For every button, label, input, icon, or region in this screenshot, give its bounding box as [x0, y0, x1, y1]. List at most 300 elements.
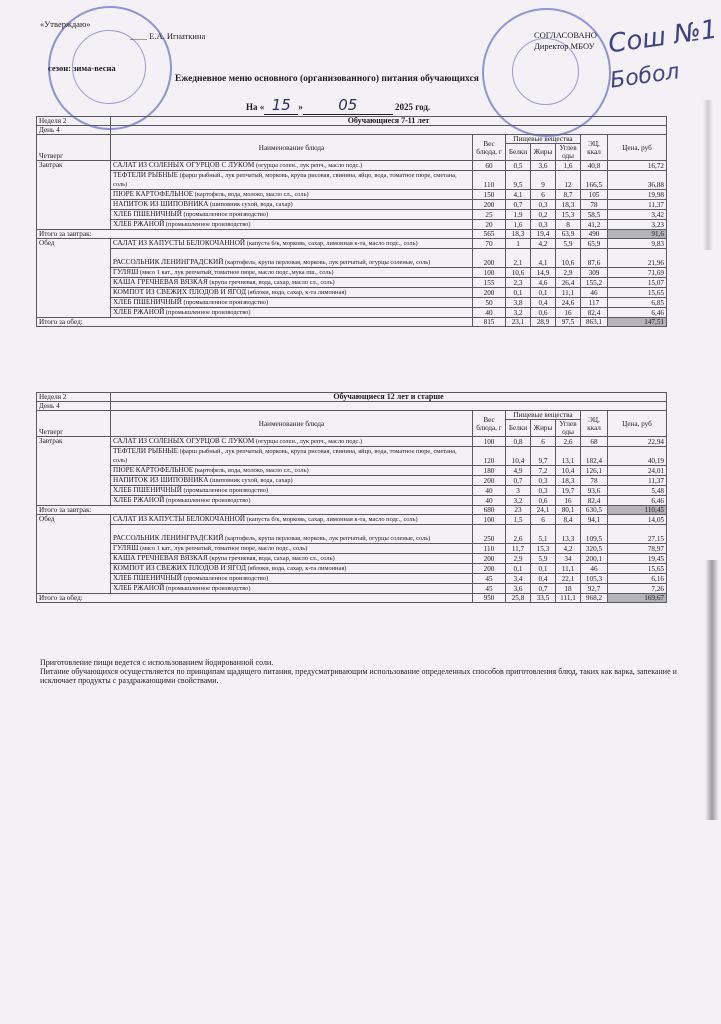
dish-ingredients: (промышленное производство) — [164, 309, 251, 316]
proteins-value: 2,6 — [506, 525, 531, 544]
dish-ingredients: (картофель, вода, молоко, масло сл., соль) — [193, 191, 309, 198]
group-title: Обучающиеся 7-11 лет — [111, 117, 667, 126]
table-row — [37, 249, 667, 268]
energy-value: 93,6 — [581, 486, 608, 496]
agreement-block — [534, 30, 597, 52]
price-value: 9,83 — [608, 239, 667, 249]
energy-value: 320,5 — [581, 544, 608, 554]
dish-ingredients: (шиповник сухой, вода, сахар) — [208, 201, 293, 208]
carbs-value: 15,3 — [556, 210, 581, 220]
table-row — [37, 298, 667, 308]
energy-header: ЭЦ, ккал — [581, 135, 608, 161]
price-value: 3,42 — [608, 210, 667, 220]
carbs-value: 8,4 — [556, 515, 581, 525]
proteins-header: Белки — [506, 144, 531, 161]
day-label: День 4 — [37, 402, 111, 411]
fats-value: 0,1 — [531, 288, 556, 298]
total-proteins: 25,8 — [506, 594, 531, 603]
date-month: 05 — [303, 96, 393, 115]
dish-cell — [111, 437, 473, 447]
total-carbs: 111,1 — [556, 594, 581, 603]
week-label: Неделя 2 — [37, 393, 111, 402]
price-value: 15,65 — [608, 288, 667, 298]
dish-cell — [111, 171, 473, 190]
dish-name: ХЛЕБ ПШЕНИЧНЫЙ — [113, 486, 182, 494]
dish-ingredients: (промышленное производство) — [181, 299, 269, 306]
proteins-value: 3,8 — [506, 298, 531, 308]
carbs-value: 26,4 — [556, 278, 581, 288]
table-row — [37, 544, 667, 554]
column-header-row — [37, 135, 667, 144]
total-energy: 490 — [581, 230, 608, 239]
day-spacer — [111, 126, 667, 135]
energy-header: ЭЦ, ккал — [581, 411, 608, 437]
table-row — [37, 200, 667, 210]
total-label: Итого за обед: — [37, 318, 473, 327]
dish-ingredients: (промышленное производство) — [181, 211, 269, 218]
price-value: 15,65 — [608, 564, 667, 574]
total-fats: 33,5 — [531, 594, 556, 603]
proteins-value: 1,9 — [506, 210, 531, 220]
dish-cell — [111, 161, 473, 171]
total-fats: 28,9 — [531, 318, 556, 327]
page-title: Ежедневное меню основного (организованного) питания обучающихся — [175, 74, 479, 84]
dish-cell — [111, 239, 473, 249]
proteins-value: 1,5 — [506, 515, 531, 525]
carbs-value: 1,6 — [556, 161, 581, 171]
energy-value: 182,4 — [581, 447, 608, 466]
dish-ingredients: (фарш рыбный., лук репчатый, морковь, крупа рисовая, свинина, яйцо, вода, томатное пюре, сметана, соль) — [113, 172, 457, 188]
energy-value: 78 — [581, 200, 608, 210]
dish-ingredients: (капуста б/к, морковь, сахар, лимонная к-та, масло подс., соль) — [245, 240, 418, 247]
dish-ingredients: (промышленное производство) — [181, 487, 269, 494]
table-row — [37, 220, 667, 230]
dish-ingredients: (капуста б/к, морковь, сахар, лимонная к-та, масло подс., соль) — [245, 516, 418, 523]
carbs-value: 18,3 — [556, 476, 581, 486]
weight-value: 70 — [473, 239, 506, 249]
fats-value: 4,1 — [531, 249, 556, 268]
dish-ingredients: (крупа гречневая, вода, сахар, масло сл., соль) — [207, 279, 335, 286]
carbs-value: 5,9 — [556, 239, 581, 249]
week-label: Неделя 2 — [37, 117, 111, 126]
dish-name: ХЛЕБ РЖАНОЙ — [113, 308, 165, 316]
dish-ingredients: (яблоки, вода, сахар, к-та лимонная) — [246, 289, 347, 296]
proteins-value: 0,7 — [506, 200, 531, 210]
carbs-value: 4,2 — [556, 544, 581, 554]
energy-value: 309 — [581, 268, 608, 278]
price-value: 15,07 — [608, 278, 667, 288]
price-value: 11,37 — [608, 200, 667, 210]
dish-cell — [111, 476, 473, 486]
energy-value: 68 — [581, 437, 608, 447]
dish-name: ПЮРЕ КАРТОФЕЛЬНОЕ — [113, 466, 194, 474]
carbs-value: 8,7 — [556, 190, 581, 200]
dish-name: РАССОЛЬНИК ЛЕНИНГРАДСКИЙ — [113, 534, 224, 542]
energy-value: 117 — [581, 298, 608, 308]
proteins-value: 0,5 — [506, 161, 531, 171]
carbs-value: 13,3 — [556, 525, 581, 544]
weight-value: 100 — [473, 515, 506, 525]
carbs-value: 18 — [556, 584, 581, 594]
dish-name: НАПИТОК ИЗ ШИПОВНИКА — [113, 476, 209, 484]
weight-value: 155 — [473, 278, 506, 288]
meal-name: Завтрак — [37, 437, 111, 506]
total-price: 91,6 — [608, 230, 667, 239]
carbs-header: Углев оды — [556, 144, 581, 161]
dish-cell — [111, 496, 473, 506]
fats-value: 14,9 — [531, 268, 556, 278]
dish-name: САЛАТ ИЗ СОЛЕНЫХ ОГУРЦОВ С ЛУКОМ — [113, 161, 255, 169]
energy-value: 58,5 — [581, 210, 608, 220]
price-header: Цена, руб — [608, 135, 667, 161]
date-year: 2025 год. — [395, 102, 431, 112]
total-row — [37, 506, 667, 515]
weight-header: Вес блюда, г — [473, 135, 506, 161]
weight-value: 180 — [473, 466, 506, 476]
price-value: 14,05 — [608, 515, 667, 525]
dish-name: ХЛЕБ РЖАНОЙ — [113, 496, 165, 504]
dish-name-header: Наименование блюда — [111, 411, 473, 437]
column-header-row — [37, 411, 667, 420]
dish-ingredients: (промышленное производство) — [164, 585, 251, 592]
dish-ingredients: (огурцы солен., лук репч., масло подс.) — [254, 438, 363, 445]
agreement-line-1: СОГЛАСОВАНО — [534, 30, 597, 40]
proteins-value: 2,9 — [506, 554, 531, 564]
proteins-value: 2,1 — [506, 249, 531, 268]
dish-ingredients: (крупа гречневая, вода, сахар, масло сл., соль) — [207, 555, 335, 562]
carbs-header: Углев оды — [556, 420, 581, 437]
table-row — [37, 210, 667, 220]
fats-value: 0,4 — [531, 298, 556, 308]
director-signature-2: Бобол — [608, 59, 682, 94]
dish-name: ХЛЕБ РЖАНОЙ — [113, 584, 165, 592]
proteins-header: Белки — [506, 420, 531, 437]
dish-name: САЛАТ ИЗ СОЛЕНЫХ ОГУРЦОВ С ЛУКОМ — [113, 437, 255, 445]
table-row — [37, 574, 667, 584]
fats-value: 0,2 — [531, 210, 556, 220]
total-proteins: 23,1 — [506, 318, 531, 327]
dish-name: КАША ГРЕЧНЕВАЯ ВЯЗКАЯ — [113, 278, 208, 286]
carbs-value: 12 — [556, 171, 581, 190]
week-row — [37, 117, 667, 126]
dish-cell — [111, 210, 473, 220]
dish-ingredients: (промышленное производство) — [164, 497, 251, 504]
proteins-value: 0,8 — [506, 437, 531, 447]
fats-value: 4,6 — [531, 278, 556, 288]
total-row — [37, 318, 667, 327]
dish-cell — [111, 220, 473, 230]
total-price: 110,45 — [608, 506, 667, 515]
fats-value: 0,4 — [531, 574, 556, 584]
carbs-value: 13,1 — [556, 447, 581, 466]
dish-name: ХЛЕБ ПШЕНИЧНЫЙ — [113, 210, 182, 218]
dish-name-header: Наименование блюда — [111, 135, 473, 161]
total-carbs: 80,1 — [556, 506, 581, 515]
weight-value: 45 — [473, 584, 506, 594]
energy-value: 82,4 — [581, 496, 608, 506]
carbs-value: 22,1 — [556, 574, 581, 584]
nutrients-header: Пищевые вещества — [506, 135, 581, 144]
dish-ingredients: (огурцы солен., лук репч., масло подс.) — [254, 162, 363, 169]
fats-value: 0,1 — [531, 564, 556, 574]
dish-cell — [111, 308, 473, 318]
price-value: 78,97 — [608, 544, 667, 554]
total-label: Итого за завтрак: — [37, 506, 473, 515]
table-row — [37, 308, 667, 318]
carbs-value: 2,6 — [556, 437, 581, 447]
total-energy: 630,5 — [581, 506, 608, 515]
table-row — [37, 190, 667, 200]
footer-line-1: Приготовление пищи ведется с использованием йодированной соли. — [40, 658, 274, 667]
dish-name: ХЛЕБ ПШЕНИЧНЫЙ — [113, 298, 182, 306]
energy-value: 200,1 — [581, 554, 608, 564]
proteins-value: 3 — [506, 486, 531, 496]
price-value: 71,69 — [608, 268, 667, 278]
season-label: сезон: зима-весна — [48, 63, 116, 73]
table-row — [37, 554, 667, 564]
fats-value: 0,3 — [531, 476, 556, 486]
dish-ingredients: (мясо 1 кат., лук репчатый, томатное пюре, масло подс., соль) — [138, 545, 308, 552]
table-row — [37, 515, 667, 525]
energy-value: 78 — [581, 476, 608, 486]
carbs-value: 16 — [556, 308, 581, 318]
dish-ingredients: (фарш рыбный., лук репчатый, морковь, крупа рисовая, свинина, яйцо, вода, томатное пюре, сметана, соль) — [113, 448, 457, 464]
proteins-value: 1,6 — [506, 220, 531, 230]
dish-name: ХЛЕБ ПШЕНИЧНЫЙ — [113, 574, 182, 582]
energy-value: 82,4 — [581, 308, 608, 318]
table-row — [37, 584, 667, 594]
dish-name: НАПИТОК ИЗ ШИПОВНИКА — [113, 200, 209, 208]
carbs-value: 11,1 — [556, 288, 581, 298]
dish-cell — [111, 554, 473, 564]
dish-cell — [111, 278, 473, 288]
total-weight: 950 — [473, 594, 506, 603]
group-title: Обучающиеся 12 лет и старше — [111, 393, 667, 402]
carbs-value: 19,7 — [556, 486, 581, 496]
fats-value: 7,2 — [531, 466, 556, 476]
price-value: 40,19 — [608, 447, 667, 466]
total-row — [37, 230, 667, 239]
energy-value: 40,8 — [581, 161, 608, 171]
total-weight: 815 — [473, 318, 506, 327]
weight-value: 40 — [473, 308, 506, 318]
table-row — [37, 288, 667, 298]
energy-value: 41,2 — [581, 220, 608, 230]
fats-header: Жиры — [531, 420, 556, 437]
dish-cell — [111, 525, 473, 544]
table-row — [37, 171, 667, 190]
weight-value: 150 — [473, 190, 506, 200]
price-value: 11,37 — [608, 476, 667, 486]
fats-value: 0,3 — [531, 486, 556, 496]
footer-line-2: Питание обучающихся осуществляется по принципам щадящего питания, предусматривающим использование определенных способов приготовления блюд, таких как варка, запекание и исключает продукты с раздражающими свойствами. — [40, 667, 677, 685]
table-row — [37, 437, 667, 447]
menu-table-7-11 — [36, 116, 667, 327]
fats-value: 0,3 — [531, 200, 556, 210]
energy-value: 109,5 — [581, 525, 608, 544]
total-label: Итого за обед: — [37, 594, 473, 603]
dish-name: ГУЛЯШ — [113, 544, 139, 552]
table-row — [37, 525, 667, 544]
dish-name: САЛАТ ИЗ КАПУСТЫ БЕЛОКОЧАННОЙ — [113, 239, 246, 247]
total-proteins: 18,3 — [506, 230, 531, 239]
proteins-value: 1 — [506, 239, 531, 249]
dish-name: ГУЛЯШ — [113, 268, 139, 276]
proteins-value: 11,7 — [506, 544, 531, 554]
price-value: 19,98 — [608, 190, 667, 200]
weight-value: 200 — [473, 476, 506, 486]
table-row — [37, 564, 667, 574]
day-row — [37, 126, 667, 135]
total-fats: 24,1 — [531, 506, 556, 515]
proteins-value: 0,1 — [506, 288, 531, 298]
total-row — [37, 594, 667, 603]
table-row — [37, 278, 667, 288]
meal-name: Обед — [37, 239, 111, 318]
dish-name: ТЕФТЕЛИ РЫБНЫЕ — [113, 171, 179, 179]
dish-cell — [111, 564, 473, 574]
dish-cell — [111, 447, 473, 466]
weight-value: 60 — [473, 161, 506, 171]
table-row — [37, 268, 667, 278]
table-row — [37, 239, 667, 249]
table-row — [37, 476, 667, 486]
fats-value: 0,6 — [531, 308, 556, 318]
fats-value: 3,6 — [531, 161, 556, 171]
dish-cell — [111, 249, 473, 268]
carbs-value: 24,6 — [556, 298, 581, 308]
fats-value: 6 — [531, 190, 556, 200]
fats-value: 0,7 — [531, 584, 556, 594]
fats-value: 6 — [531, 437, 556, 447]
weight-value: 200 — [473, 200, 506, 210]
energy-value: 94,1 — [581, 515, 608, 525]
carbs-value: 8 — [556, 220, 581, 230]
approval-block — [40, 18, 205, 74]
proteins-value: 0,1 — [506, 564, 531, 574]
table-row — [37, 466, 667, 476]
dish-ingredients: (промышленное производство) — [181, 575, 269, 582]
weight-value: 110 — [473, 544, 506, 554]
energy-value: 65,9 — [581, 239, 608, 249]
carbs-value: 2,9 — [556, 268, 581, 278]
fats-value: 6 — [531, 515, 556, 525]
fats-value: 4,2 — [531, 239, 556, 249]
price-value: 21,96 — [608, 249, 667, 268]
weight-value: 20 — [473, 220, 506, 230]
approval-line-2: ____ Е.А. Игнаткина — [130, 31, 206, 41]
dish-cell — [111, 584, 473, 594]
menu-table-12-plus — [36, 392, 667, 603]
energy-value: 105,3 — [581, 574, 608, 584]
weight-value: 200 — [473, 554, 506, 564]
dish-cell — [111, 544, 473, 554]
total-price: 169,67 — [608, 594, 667, 603]
energy-value: 105 — [581, 190, 608, 200]
energy-value: 166,5 — [581, 171, 608, 190]
dish-cell — [111, 268, 473, 278]
fats-value: 0,6 — [531, 496, 556, 506]
price-value: 22,94 — [608, 437, 667, 447]
weight-value: 100 — [473, 268, 506, 278]
date-day: 15 — [264, 96, 298, 115]
energy-value: 126,1 — [581, 466, 608, 476]
dish-name: РАССОЛЬНИК ЛЕНИНГРАДСКИЙ — [113, 258, 224, 266]
dish-cell — [111, 486, 473, 496]
total-proteins: 23 — [506, 506, 531, 515]
footer-notes — [40, 658, 700, 685]
energy-value: 46 — [581, 564, 608, 574]
proteins-value: 9,5 — [506, 171, 531, 190]
price-value: 7,26 — [608, 584, 667, 594]
meal-name: Обед — [37, 515, 111, 594]
carbs-value: 10,4 — [556, 466, 581, 476]
weekday-label: Четверг — [37, 411, 111, 437]
weight-value: 110 — [473, 171, 506, 190]
price-value: 6,46 — [608, 496, 667, 506]
dish-name: ТЕФТЕЛИ РЫБНЫЕ — [113, 447, 179, 455]
proteins-value: 10,4 — [506, 447, 531, 466]
day-row — [37, 402, 667, 411]
day-spacer — [111, 402, 667, 411]
price-value: 24,01 — [608, 466, 667, 476]
price-value: 36,88 — [608, 171, 667, 190]
carbs-value: 34 — [556, 554, 581, 564]
dish-cell — [111, 288, 473, 298]
price-value: 6,46 — [608, 308, 667, 318]
proteins-value: 3,6 — [506, 584, 531, 594]
total-fats: 19,4 — [531, 230, 556, 239]
price-value: 19,45 — [608, 554, 667, 564]
dish-ingredients: (картофель, вода, молоко, масло сл., соль) — [193, 467, 309, 474]
price-value: 5,48 — [608, 486, 667, 496]
weight-value: 100 — [473, 437, 506, 447]
scan-artifact-bottom — [705, 560, 719, 820]
dish-name: САЛАТ ИЗ КАПУСТЫ БЕЛОКОЧАННОЙ — [113, 515, 246, 523]
dish-name: КОМПОТ ИЗ СВЕЖИХ ПЛОДОВ И ЯГОД — [113, 288, 247, 296]
proteins-value: 0,7 — [506, 476, 531, 486]
carbs-value: 16 — [556, 496, 581, 506]
dish-name: КОМПОТ ИЗ СВЕЖИХ ПЛОДОВ И ЯГОД — [113, 564, 247, 572]
fats-value: 0,3 — [531, 220, 556, 230]
price-value: 27,15 — [608, 525, 667, 544]
price-value: 6,85 — [608, 298, 667, 308]
weight-value: 200 — [473, 249, 506, 268]
total-weight: 565 — [473, 230, 506, 239]
total-label: Итого за завтрак: — [37, 230, 473, 239]
total-weight: 680 — [473, 506, 506, 515]
fats-value: 9,7 — [531, 447, 556, 466]
director-signature: Сош №1 — [606, 14, 720, 60]
energy-value: 155,2 — [581, 278, 608, 288]
fats-value: 9 — [531, 171, 556, 190]
dish-cell — [111, 466, 473, 476]
total-carbs: 63,9 — [556, 230, 581, 239]
dish-cell — [111, 574, 473, 584]
proteins-value: 4,9 — [506, 466, 531, 476]
weight-value: 45 — [473, 574, 506, 584]
proteins-value: 10,6 — [506, 268, 531, 278]
carbs-value: 18,3 — [556, 200, 581, 210]
weight-value: 200 — [473, 564, 506, 574]
dish-name: КАША ГРЕЧНЕВАЯ ВЯЗКАЯ — [113, 554, 208, 562]
carbs-value: 10,6 — [556, 249, 581, 268]
table-row — [37, 161, 667, 171]
carbs-value: 11,1 — [556, 564, 581, 574]
approval-line-1: «Утверждаю» — [40, 19, 91, 29]
weight-value: 40 — [473, 496, 506, 506]
day-label: День 4 — [37, 126, 111, 135]
